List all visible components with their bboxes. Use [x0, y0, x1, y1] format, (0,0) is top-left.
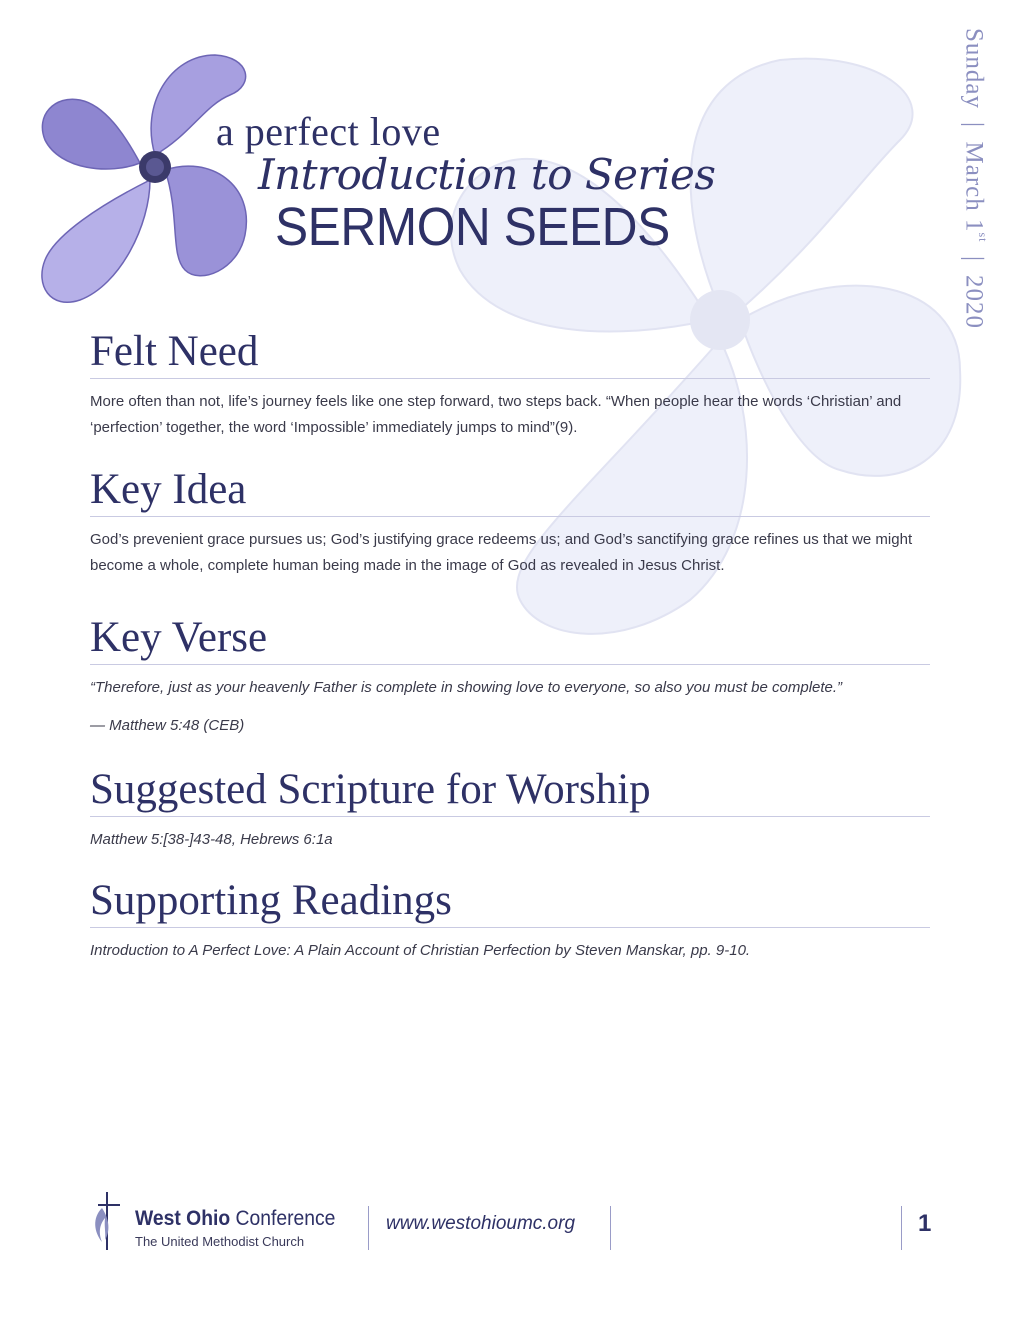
date-day: Sunday [960, 28, 988, 109]
section-heading: Key Verse [90, 614, 930, 665]
date-suffix: st [976, 232, 990, 243]
section-body: More often than not, life’s journey feels like one step forward, two steps back. “When people hear the words ‘Christian’ and ‘perfection’ together, the word ‘Impossible’ immediately jumps to mind”(9). [90, 393, 902, 436]
readings-section [90, 877, 930, 964]
series-tagline: a perfect love [216, 109, 441, 154]
section-body: God’s prevenient grace pursues us; God’s justifying grace redeems us; and God’s sanctifying grace refines us that we might become a whole, complete human being made in the image of God as revealed in Jesus Christ. [90, 531, 913, 574]
section-heading: Suggested Scripture for Worship [90, 766, 930, 817]
page-number: 1 [918, 1210, 932, 1237]
footer-divider [368, 1206, 369, 1250]
verse-citation: — Matthew 5:48 (CEB) [90, 717, 245, 734]
date-year: 2020 [960, 275, 988, 330]
series-title: Introduction to Series [258, 150, 716, 199]
felt-need-section [90, 328, 930, 441]
section-heading: Supporting Readings [90, 877, 930, 928]
section-body: Matthew 5:[38-]43-48, Hebrews 6:1a [90, 831, 333, 848]
cross-and-flame-icon [90, 1190, 124, 1252]
organization-subtitle: The United Methodist Church [135, 1234, 305, 1249]
date-month-day: March 1 [960, 141, 988, 233]
verse-quote: “Therefore, just as your heavenly Father is complete in showing love to everyone, so also you must be complete.” [90, 679, 843, 696]
section-heading: Felt Need [90, 328, 930, 379]
footer-divider [610, 1206, 611, 1250]
section-heading: Key Idea [90, 466, 930, 517]
date-label: Sunday | March 1st | 2020 [960, 28, 990, 330]
key-verse-section [90, 614, 930, 739]
organization-name: West Ohio Conference [135, 1207, 336, 1230]
dogwood-flower-image [30, 45, 270, 315]
key-idea-section [90, 466, 930, 579]
scripture-section [90, 766, 930, 853]
section-body: Introduction to A Perfect Love: A Plain Account of Christian Perfection by Steven Manskar, pp. 9-10. [90, 942, 751, 959]
website-link[interactable]: www.westohioumc.org [386, 1213, 576, 1234]
footer-divider [901, 1206, 902, 1250]
document-title: SERMON SEEDS [275, 197, 670, 257]
